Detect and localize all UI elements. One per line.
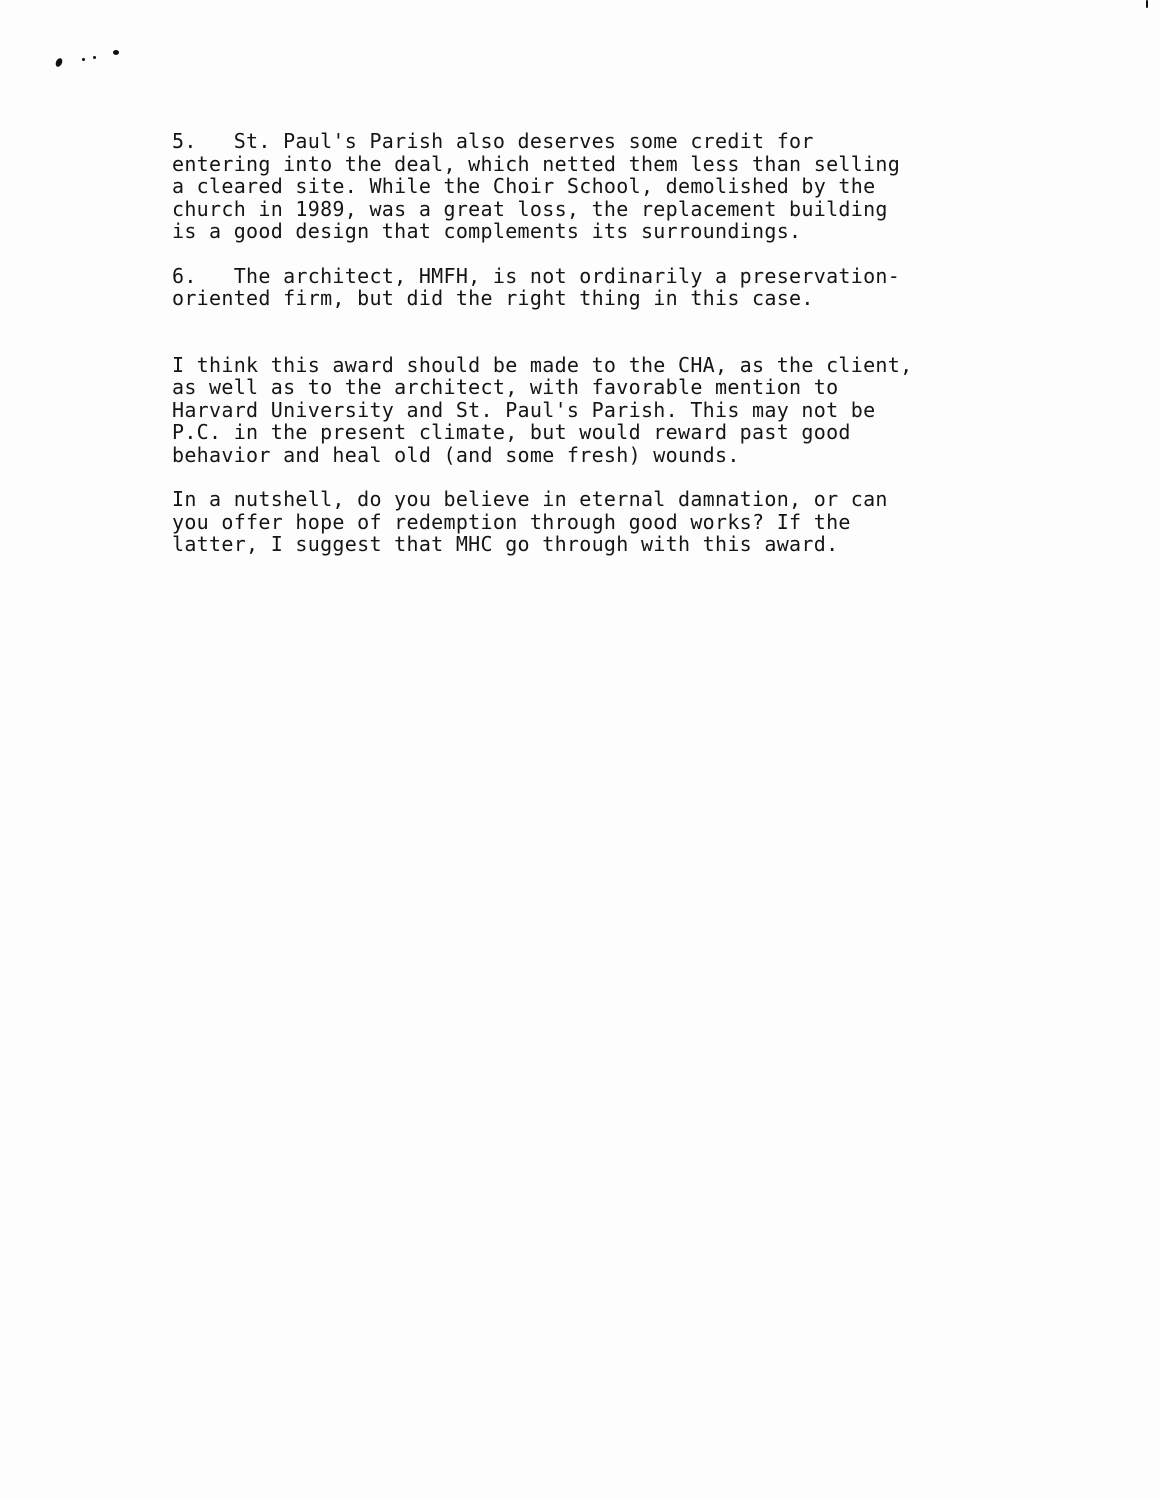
paragraph-gap [172,466,1012,488]
text-line: latter, I suggest that MHC go through with this award. [172,532,839,556]
paragraph-gap [172,243,1012,265]
text-line: 5. St. Paul's Parish also deserves some credit for [172,129,814,153]
text-line: In a nutshell, do you believe in eternal damnation, or can [172,487,888,511]
text-line: oriented firm, but did the right thing in this case. [172,286,814,310]
letter-body [172,130,1012,556]
text-line: 6. The architect, HMFH, is not ordinarily a preservation- [172,263,901,288]
paragraph-item-6 [172,265,1012,310]
paragraph-nutshell [172,488,1012,556]
paragraph-recommendation [172,354,1012,467]
scan-mark [82,58,85,61]
text-line: P.C. in the present climate, but would reward past good [172,420,851,444]
text-line: I think this award should be made to the CHA, as the client, [172,352,913,377]
scan-mark [54,57,63,68]
text-line: a cleared site. While the Choir School, demolished by the [172,174,876,198]
scan-mark [113,50,119,55]
paragraph-gap [172,310,1012,354]
text-line: is a good design that complements its surroundings. [172,219,802,243]
text-line: behavior and heal old (and some fresh) wounds. [172,442,740,467]
text-line: entering into the deal, which netted them less than selling [172,151,901,176]
paragraph-item-5 [172,130,1012,243]
scan-mark [93,56,96,59]
text-line: Harvard University and St. Paul's Parish. This may not be [172,397,876,422]
text-line: you offer hope of redemption through good works? If the [172,509,851,534]
text-line: as well as to the architect, with favorable mention to [172,375,839,399]
text-line: church in 1989, was a great loss, the replacement building [172,196,888,221]
scan-mark [1146,0,1148,8]
